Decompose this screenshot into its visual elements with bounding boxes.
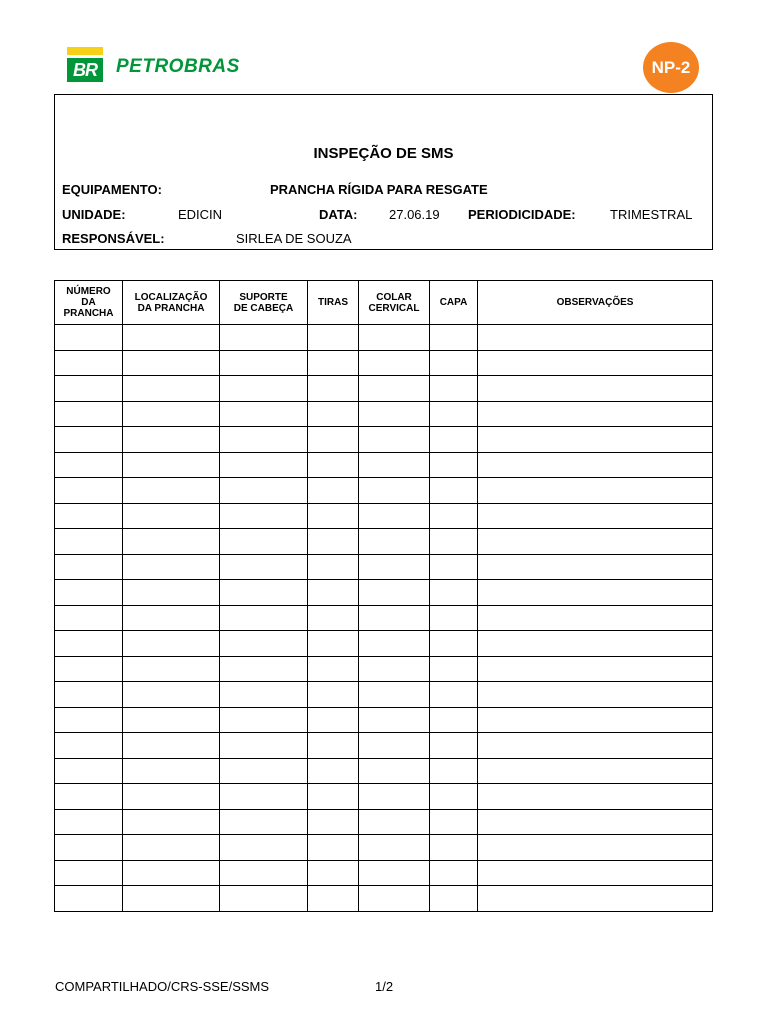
footer-path: COMPARTILHADO/CRS-SSE/SSMS bbox=[55, 979, 270, 994]
table-cell bbox=[430, 427, 478, 453]
table-cell bbox=[478, 580, 713, 606]
table-row bbox=[55, 886, 713, 912]
data-label: DATA: bbox=[319, 207, 358, 222]
table-cell bbox=[308, 631, 359, 657]
table-cell bbox=[478, 529, 713, 555]
table-cell bbox=[359, 605, 430, 631]
table-cell bbox=[55, 452, 123, 478]
table-cell bbox=[220, 656, 308, 682]
table-cell bbox=[359, 784, 430, 810]
table-cell bbox=[430, 835, 478, 861]
table-cell bbox=[123, 707, 220, 733]
table-row bbox=[55, 784, 713, 810]
table-row bbox=[55, 401, 713, 427]
table-cell bbox=[430, 529, 478, 555]
table-cell bbox=[478, 835, 713, 861]
table-cell bbox=[478, 860, 713, 886]
table-cell bbox=[55, 707, 123, 733]
table-cell bbox=[308, 605, 359, 631]
table-cell bbox=[308, 478, 359, 504]
table-cell bbox=[123, 350, 220, 376]
periodicidade-value: TRIMESTRAL bbox=[610, 207, 693, 222]
column-header bbox=[220, 281, 308, 325]
table-cell bbox=[123, 605, 220, 631]
table-cell bbox=[308, 784, 359, 810]
table-row bbox=[55, 835, 713, 861]
column-header bbox=[308, 281, 359, 325]
table-cell bbox=[123, 503, 220, 529]
table-cell bbox=[123, 631, 220, 657]
table-cell bbox=[478, 758, 713, 784]
table-cell bbox=[308, 325, 359, 351]
table-cell bbox=[478, 733, 713, 759]
table-row bbox=[55, 350, 713, 376]
table-cell bbox=[123, 682, 220, 708]
table-cell bbox=[55, 835, 123, 861]
table-cell bbox=[123, 656, 220, 682]
table-cell bbox=[220, 580, 308, 606]
table-cell bbox=[55, 503, 123, 529]
table-cell bbox=[220, 401, 308, 427]
table-cell bbox=[55, 682, 123, 708]
table-cell bbox=[359, 376, 430, 402]
column-header-line: DE CABEÇA bbox=[233, 302, 294, 314]
table-row bbox=[55, 376, 713, 402]
table-cell bbox=[359, 631, 430, 657]
table-cell bbox=[430, 707, 478, 733]
table-cell bbox=[55, 580, 123, 606]
column-header-line: OBSERVAÇÕES bbox=[556, 297, 634, 308]
table-cell bbox=[220, 503, 308, 529]
table-cell bbox=[430, 631, 478, 657]
table-cell bbox=[55, 860, 123, 886]
table-cell bbox=[123, 758, 220, 784]
table-cell bbox=[430, 376, 478, 402]
data-value: 27.06.19 bbox=[389, 207, 440, 222]
table-cell bbox=[220, 376, 308, 402]
table-cell bbox=[478, 784, 713, 810]
table-cell bbox=[220, 631, 308, 657]
document-title: INSPEÇÃO DE SMS bbox=[313, 145, 454, 162]
table-cell bbox=[55, 758, 123, 784]
table-cell bbox=[359, 656, 430, 682]
table-cell bbox=[55, 401, 123, 427]
column-header bbox=[123, 281, 220, 325]
table-row bbox=[55, 478, 713, 504]
column-header-line: NÚMERO bbox=[66, 286, 111, 297]
table-cell bbox=[359, 758, 430, 784]
table-cell bbox=[123, 860, 220, 886]
table-row bbox=[55, 580, 713, 606]
table-row bbox=[55, 325, 713, 351]
table-cell bbox=[478, 376, 713, 402]
table-cell bbox=[430, 580, 478, 606]
table-cell bbox=[359, 554, 430, 580]
table-cell bbox=[359, 401, 430, 427]
table-cell bbox=[55, 478, 123, 504]
table-cell bbox=[220, 478, 308, 504]
table-cell bbox=[430, 758, 478, 784]
table-cell bbox=[359, 707, 430, 733]
column-header-line: DA PRANCHA bbox=[137, 302, 205, 314]
table-cell bbox=[220, 452, 308, 478]
table-cell bbox=[308, 886, 359, 912]
table-row bbox=[55, 758, 713, 784]
table-row bbox=[55, 452, 713, 478]
table-cell bbox=[430, 350, 478, 376]
column-header-line: CAPA bbox=[439, 297, 468, 308]
responsavel-label: RESPONSÁVEL: bbox=[62, 231, 165, 246]
table-cell bbox=[359, 503, 430, 529]
table-cell bbox=[308, 401, 359, 427]
column-header-line: TIRAS bbox=[318, 297, 348, 308]
table-row bbox=[55, 733, 713, 759]
table-cell bbox=[220, 529, 308, 555]
table-cell bbox=[308, 452, 359, 478]
table-cell bbox=[55, 529, 123, 555]
table-cell bbox=[359, 478, 430, 504]
table-row bbox=[55, 554, 713, 580]
column-header-line: LOCALIZAÇÃO bbox=[134, 291, 208, 303]
periodicidade-label: PERIODICIDADE: bbox=[468, 207, 576, 222]
table-cell bbox=[55, 784, 123, 810]
footer-page-number: 1/2 bbox=[375, 979, 394, 994]
logo-mark-text: BR bbox=[67, 58, 103, 82]
responsavel-value: SIRLEA DE SOUZA bbox=[236, 231, 352, 246]
table-cell bbox=[55, 656, 123, 682]
table-cell bbox=[359, 427, 430, 453]
table-cell bbox=[359, 733, 430, 759]
table-cell bbox=[430, 554, 478, 580]
table-cell bbox=[55, 809, 123, 835]
table-cell bbox=[55, 350, 123, 376]
table-cell bbox=[123, 580, 220, 606]
table-cell bbox=[430, 452, 478, 478]
table-cell bbox=[359, 452, 430, 478]
table-header-row bbox=[55, 281, 713, 325]
table-cell bbox=[220, 784, 308, 810]
table-row bbox=[55, 605, 713, 631]
table-cell bbox=[478, 656, 713, 682]
table-cell bbox=[220, 809, 308, 835]
table-cell bbox=[478, 427, 713, 453]
table-cell bbox=[220, 350, 308, 376]
logo-wordmark: PETROBRAS bbox=[116, 56, 240, 77]
column-header-line: SUPORTE bbox=[239, 291, 288, 303]
table-cell bbox=[430, 401, 478, 427]
table-cell bbox=[308, 707, 359, 733]
table-cell bbox=[430, 682, 478, 708]
table-cell bbox=[55, 631, 123, 657]
table-cell bbox=[123, 376, 220, 402]
table-row bbox=[55, 427, 713, 453]
table-cell bbox=[478, 350, 713, 376]
table-cell bbox=[123, 401, 220, 427]
table-row bbox=[55, 860, 713, 886]
table-cell bbox=[308, 376, 359, 402]
column-header bbox=[55, 281, 123, 325]
table-cell bbox=[430, 733, 478, 759]
table-cell bbox=[478, 503, 713, 529]
table-cell bbox=[478, 631, 713, 657]
table-body bbox=[55, 325, 713, 912]
table-cell bbox=[430, 503, 478, 529]
table-cell bbox=[308, 835, 359, 861]
column-header bbox=[359, 281, 430, 325]
table-cell bbox=[123, 427, 220, 453]
table-cell bbox=[220, 886, 308, 912]
table-cell bbox=[123, 809, 220, 835]
table-cell bbox=[359, 350, 430, 376]
table-cell bbox=[430, 656, 478, 682]
table-cell bbox=[430, 809, 478, 835]
table-cell bbox=[430, 478, 478, 504]
table-cell bbox=[430, 325, 478, 351]
table-cell bbox=[220, 325, 308, 351]
column-header bbox=[478, 281, 713, 325]
table-cell bbox=[478, 886, 713, 912]
table-cell bbox=[123, 554, 220, 580]
table-cell bbox=[308, 733, 359, 759]
table-cell bbox=[478, 401, 713, 427]
column-header-line: DA bbox=[81, 297, 96, 308]
table-cell bbox=[55, 427, 123, 453]
table-cell bbox=[359, 886, 430, 912]
table-cell bbox=[123, 835, 220, 861]
unidade-label: UNIDADE: bbox=[62, 207, 126, 222]
table-cell bbox=[359, 529, 430, 555]
equipamento-value: PRANCHA RÍGIDA PARA RESGATE bbox=[270, 182, 488, 197]
table-cell bbox=[478, 554, 713, 580]
inspection-table bbox=[54, 280, 713, 912]
table-cell bbox=[220, 733, 308, 759]
table-cell bbox=[430, 860, 478, 886]
np-badge: NP-2 bbox=[643, 42, 699, 93]
table-cell bbox=[478, 478, 713, 504]
table-cell bbox=[359, 682, 430, 708]
table-cell bbox=[430, 886, 478, 912]
table-cell bbox=[359, 580, 430, 606]
header-box bbox=[54, 94, 713, 250]
table-cell bbox=[55, 605, 123, 631]
table-cell bbox=[220, 860, 308, 886]
table-cell bbox=[220, 758, 308, 784]
table-cell bbox=[55, 733, 123, 759]
table-cell bbox=[478, 605, 713, 631]
table-cell bbox=[359, 860, 430, 886]
table-cell bbox=[55, 886, 123, 912]
table-row bbox=[55, 503, 713, 529]
table-cell bbox=[123, 478, 220, 504]
table-cell bbox=[55, 325, 123, 351]
table-cell bbox=[430, 784, 478, 810]
table-cell bbox=[308, 529, 359, 555]
table-cell bbox=[55, 376, 123, 402]
table-cell bbox=[123, 325, 220, 351]
table-cell bbox=[220, 554, 308, 580]
column-header bbox=[430, 281, 478, 325]
table-cell bbox=[478, 707, 713, 733]
table-cell bbox=[308, 758, 359, 784]
table-cell bbox=[220, 605, 308, 631]
table-cell bbox=[308, 809, 359, 835]
table-cell bbox=[359, 835, 430, 861]
table-cell bbox=[308, 860, 359, 886]
table-cell bbox=[220, 707, 308, 733]
table-cell bbox=[220, 835, 308, 861]
table-cell bbox=[308, 554, 359, 580]
table-cell bbox=[308, 656, 359, 682]
table-cell bbox=[478, 325, 713, 351]
table-cell bbox=[478, 809, 713, 835]
table-row bbox=[55, 707, 713, 733]
table-cell bbox=[123, 733, 220, 759]
column-header-line: CERVICAL bbox=[368, 302, 420, 314]
equipamento-label: EQUIPAMENTO: bbox=[62, 182, 162, 197]
table-cell bbox=[220, 682, 308, 708]
table-cell bbox=[123, 886, 220, 912]
table-cell bbox=[478, 452, 713, 478]
table-cell bbox=[359, 809, 430, 835]
table-cell bbox=[308, 427, 359, 453]
br-logo-icon bbox=[67, 47, 103, 82]
column-header-line: COLAR bbox=[376, 291, 412, 303]
table-cell bbox=[359, 325, 430, 351]
table-cell bbox=[220, 427, 308, 453]
table-cell bbox=[308, 503, 359, 529]
table-cell bbox=[55, 554, 123, 580]
table-row bbox=[55, 631, 713, 657]
table-row bbox=[55, 682, 713, 708]
table-row bbox=[55, 809, 713, 835]
unidade-value: EDICIN bbox=[178, 207, 223, 222]
table-cell bbox=[478, 682, 713, 708]
table-cell bbox=[123, 452, 220, 478]
table-row bbox=[55, 656, 713, 682]
column-header-line: PRANCHA bbox=[63, 308, 114, 319]
table-cell bbox=[123, 529, 220, 555]
table-row bbox=[55, 529, 713, 555]
table-cell bbox=[308, 350, 359, 376]
table-cell bbox=[123, 784, 220, 810]
table-cell bbox=[308, 580, 359, 606]
table-cell bbox=[430, 605, 478, 631]
table-cell bbox=[308, 682, 359, 708]
